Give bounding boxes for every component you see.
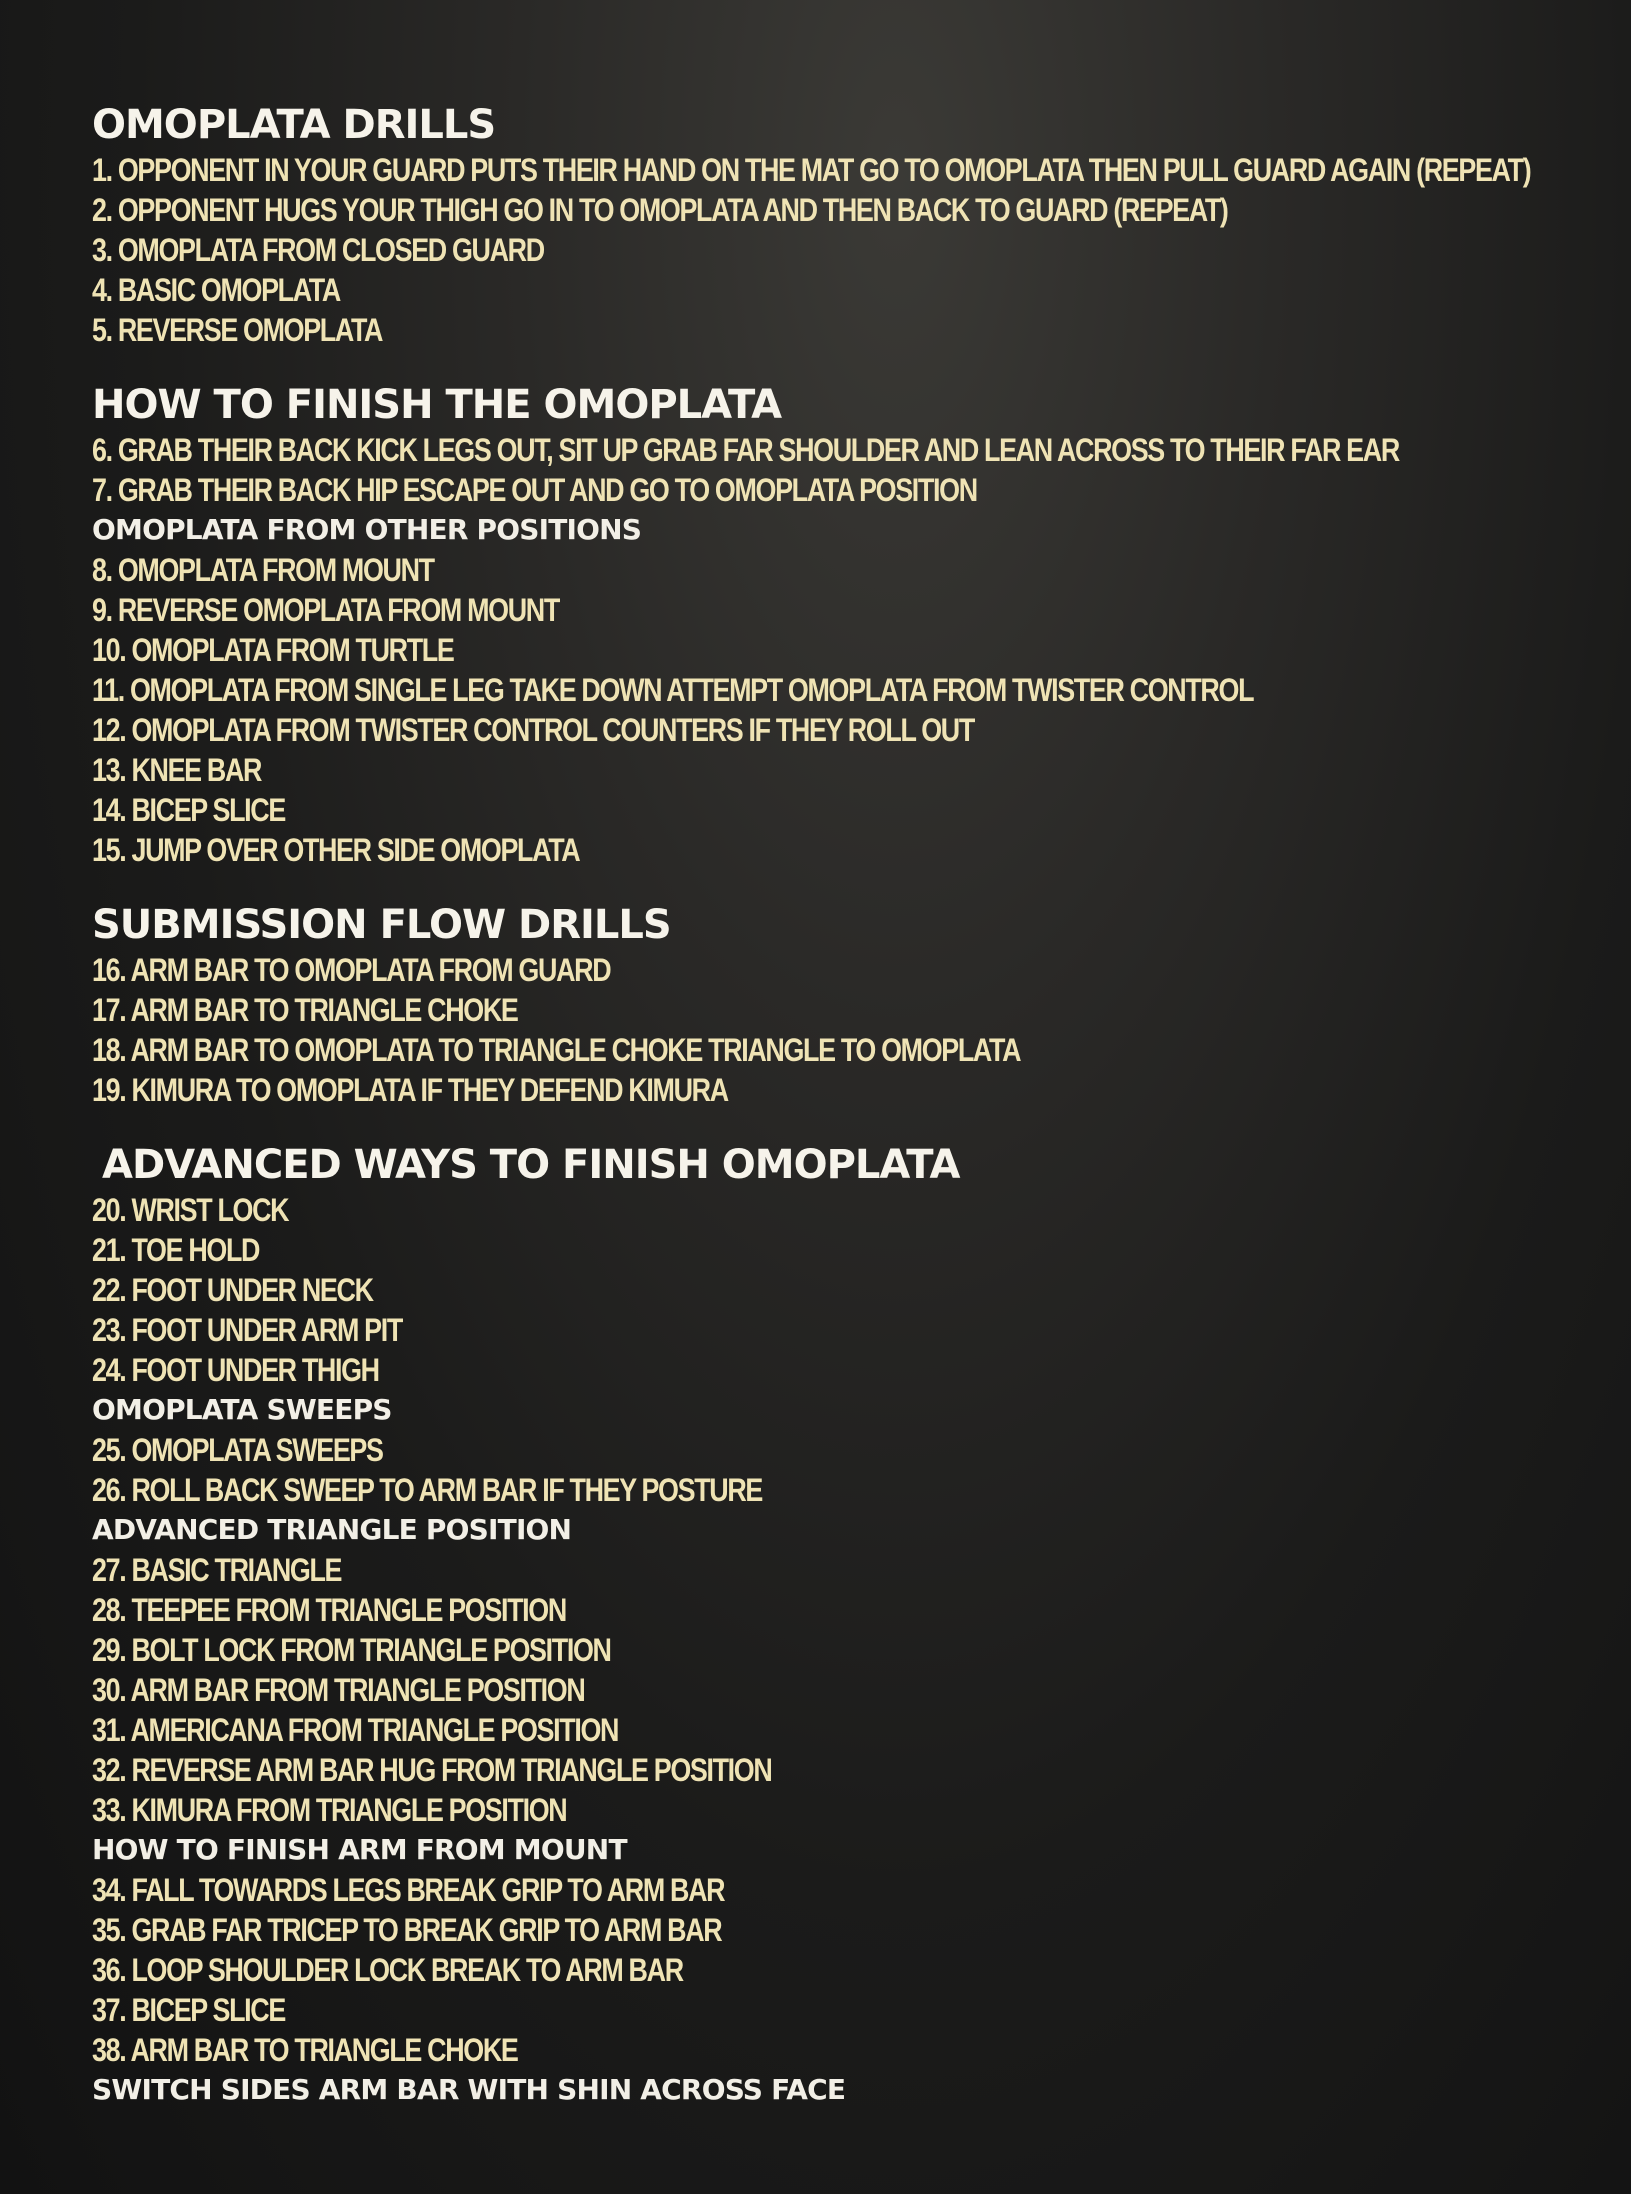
omoplata-drills-list (92, 150, 1631, 350)
list-item: 15. JUMP OVER OTHER SIDE OMOPLATA (92, 832, 580, 868)
how-to-finish-list (92, 430, 1631, 870)
list-item: 20. WRIST LOCK (92, 1192, 289, 1228)
list-item: 2. OPPONENT HUGS YOUR THIGH GO IN TO OMOPLATA AND THEN BACK TO GUARD (REPEAT) (92, 192, 1228, 228)
list-item: 33. KIMURA FROM TRIANGLE POSITION (92, 1792, 567, 1828)
list-item: 22. FOOT UNDER NECK (92, 1272, 373, 1308)
list-item: 6. GRAB THEIR BACK KICK LEGS OUT, SIT UP GRAB FAR SHOULDER AND LEAN ACROSS TO THEIR FAR EAR (92, 432, 1399, 468)
list-item: 12. OMOPLATA FROM TWISTER CONTROL COUNTERS IF THEY ROLL OUT (92, 712, 974, 748)
subheading-finish-arm-mount: HOW TO FINISH ARM FROM MOUNT (92, 1833, 627, 1866)
list-item: 26. ROLL BACK SWEEP TO ARM BAR IF THEY POSTURE (92, 1472, 763, 1508)
list-item: 35. GRAB FAR TRICEP TO BREAK GRIP TO ARM BAR (92, 1912, 722, 1948)
list-item: 10. OMOPLATA FROM TURTLE (92, 632, 454, 668)
list-item: 3. OMOPLATA FROM CLOSED GUARD (92, 232, 544, 268)
list-item: 34. FALL TOWARDS LEGS BREAK GRIP TO ARM BAR (92, 1872, 725, 1908)
section-title-how-to-finish: HOW TO FINISH THE OMOPLATA (92, 382, 782, 428)
list-item: 4. BASIC OMOPLATA (92, 272, 340, 308)
list-item: 37. BICEP SLICE (92, 1992, 285, 2028)
list-item: 17. ARM BAR TO TRIANGLE CHOKE (92, 992, 518, 1028)
list-item: 19. KIMURA TO OMOPLATA IF THEY DEFEND KIMURA (92, 1072, 728, 1108)
section-title-submission-flow: SUBMISSION FLOW DRILLS (92, 902, 671, 948)
list-item: 29. BOLT LOCK FROM TRIANGLE POSITION (92, 1632, 611, 1668)
list-item: 13. KNEE BAR (92, 752, 262, 788)
list-item: 38. ARM BAR TO TRIANGLE CHOKE (92, 2032, 518, 2068)
list-item: 18. ARM BAR TO OMOPLATA TO TRIANGLE CHOKE TRIANGLE TO OMOPLATA (92, 1032, 1021, 1068)
list-item: 5. REVERSE OMOPLATA (92, 312, 383, 348)
section-title-omoplata-drills: OMOPLATA DRILLS (92, 102, 496, 148)
subheading-switch-sides: SWITCH SIDES ARM BAR WITH SHIN ACROSS FACE (92, 2073, 846, 2106)
list-item: 36. LOOP SHOULDER LOCK BREAK TO ARM BAR (92, 1952, 683, 1988)
list-item: 11. OMOPLATA FROM SINGLE LEG TAKE DOWN ATTEMPT OMOPLATA FROM TWISTER CONTROL (92, 672, 1254, 708)
list-item: 16. ARM BAR TO OMOPLATA FROM GUARD (92, 952, 611, 988)
list-item: 32. REVERSE ARM BAR HUG FROM TRIANGLE POSITION (92, 1752, 772, 1788)
subheading-other-positions: OMOPLATA FROM OTHER POSITIONS (92, 513, 642, 546)
list-item: 28. TEEPEE FROM TRIANGLE POSITION (92, 1592, 566, 1628)
subheading-omoplata-sweeps: OMOPLATA SWEEPS (92, 1393, 392, 1426)
list-item: 25. OMOPLATA SWEEPS (92, 1432, 383, 1468)
list-item: 9. REVERSE OMOPLATA FROM MOUNT (92, 592, 559, 628)
list-item: 27. BASIC TRIANGLE (92, 1552, 342, 1588)
list-item: 21. TOE HOLD (92, 1232, 260, 1268)
list-item: 24. FOOT UNDER THIGH (92, 1352, 379, 1388)
section-title-advanced-finish: ADVANCED WAYS TO FINISH OMOPLATA (102, 1142, 960, 1188)
list-item: 8. OMOPLATA FROM MOUNT (92, 552, 434, 588)
list-item: 1. OPPONENT IN YOUR GUARD PUTS THEIR HAND ON THE MAT GO TO OMOPLATA THEN PULL GUARD AGAIN (REPEAT) (92, 152, 1531, 188)
subheading-advanced-triangle: ADVANCED TRIANGLE POSITION (92, 1513, 572, 1546)
list-item: 31. AMERICANA FROM TRIANGLE POSITION (92, 1712, 619, 1748)
list-item: 14. BICEP SLICE (92, 792, 285, 828)
list-item: 30. ARM BAR FROM TRIANGLE POSITION (92, 1672, 585, 1708)
list-item: 23. FOOT UNDER ARM PIT (92, 1312, 402, 1348)
list-item: 7. GRAB THEIR BACK HIP ESCAPE OUT AND GO TO OMOPLATA POSITION (92, 472, 977, 508)
submission-flow-list (92, 950, 1631, 1110)
advanced-finish-list (92, 1190, 1631, 2110)
